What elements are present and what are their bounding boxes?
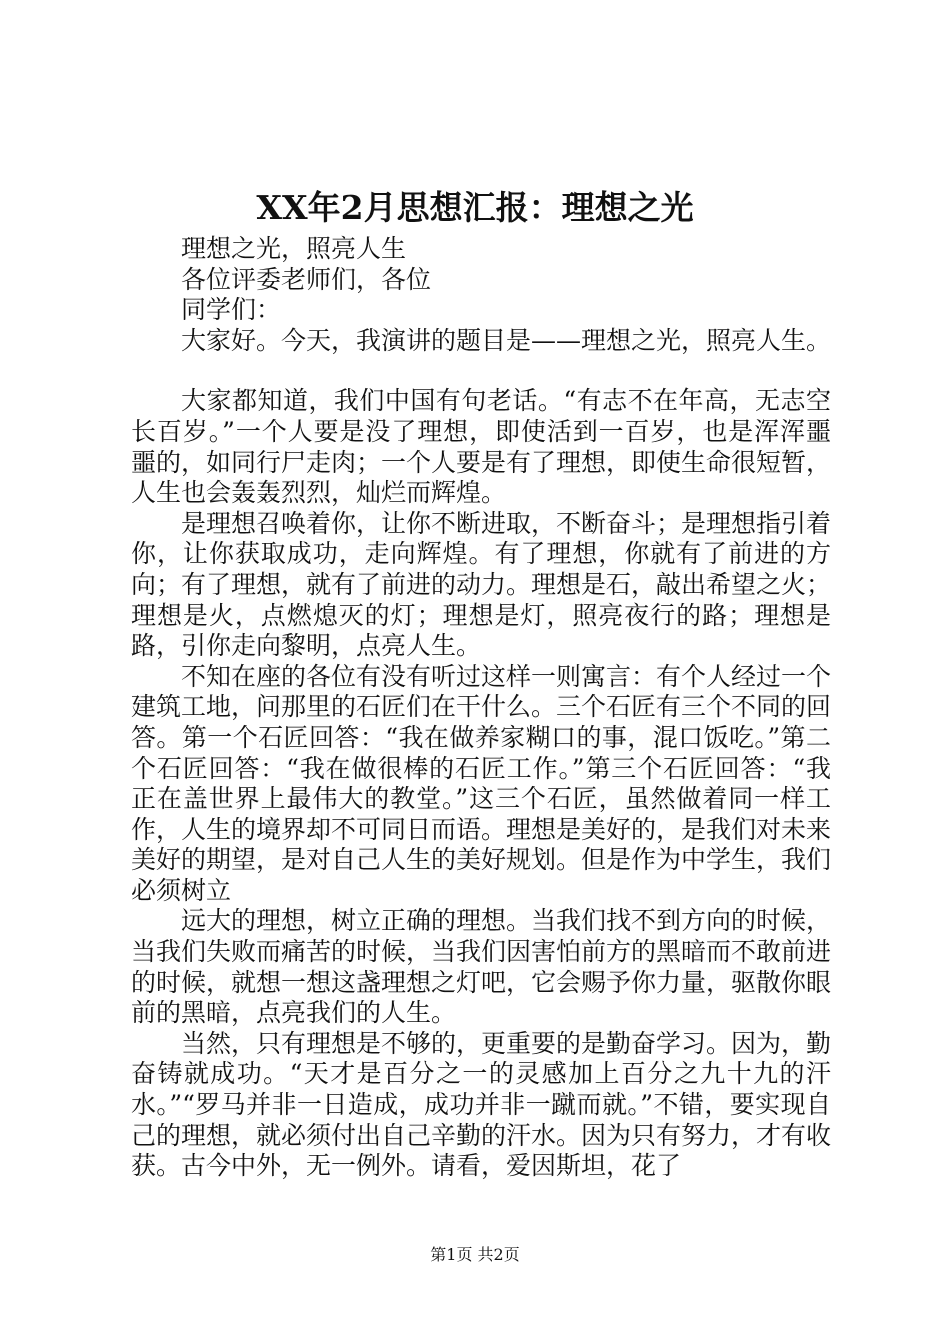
paragraph-salutation-2: 同学们：	[181, 295, 282, 325]
document-body	[131, 234, 831, 1182]
paragraph-subtitle: 理想之光，照亮人生	[181, 234, 407, 263]
page-footer: 第1页 共2页	[430, 1245, 520, 1264]
paragraph-greeting: 大家好。今天，我演讲的题目是——理想之光，照亮人生。	[181, 325, 832, 355]
paragraph: 是理想召唤着你，让你不断进取，不断奋斗；是理想指引着你，让你获取成功，走向辉煌。有了理想，你就有了前进的方向；有了理想，就有了前进的动力。理想是石，敲出希望之火；理想是火，点燃熄灭的灯；理想是灯，照亮夜行的路；理想是路，引你走向黎明，点亮人生。	[131, 508, 832, 661]
paragraph: 当然，只有理想是不够的，更重要的是勤奋学习。因为，勤奋铸就成功。“天才是百分之一的灵感加上百分之九十九的汗水。”“罗马并非一日造成，成功并非一蹴而就。”不错，要实现自己的理想，就必须付出自己辛勤的汗水。因为只有努力，才有收获。古今中外，无一例外。请看，爱因斯坦，花了	[131, 1028, 832, 1181]
paragraph-salutation-1: 各位评委老师们，各位	[181, 264, 432, 294]
paragraph: 大家都知道，我们中国有句老话。“有志不在年高，无志空长百岁。”一个人要是没了理想，即使活到一百岁，也是浑浑噩噩的，如同行尸走肉；一个人要是有了理想，即使生命很短暂，人生也会轰轰烈烈，灿烂而辉煌。	[131, 386, 832, 508]
paragraph: 不知在座的各位有没有听过这样一则寓言：有个人经过一个建筑工地，问那里的石匠们在干什么。三个石匠有三个不同的回答。第一个石匠回答：“我在做养家糊口的事，混口饭吃。”第二个石匠回答：“我在做很棒的石匠工作。”第三个石匠回答：“我正在盖世界上最伟大的教堂。”这三个石匠，虽然做着同一样工作，人生的境界却不可同日而语。理想是美好的，是我们对未来美好的期望，是对自己人生的美好规划。但是作为中学生，我们必须树立	[131, 661, 832, 905]
paragraph: 远大的理想，树立正确的理想。当我们找不到方向的时候，当我们失败而痛苦的时候，当我们因害怕前方的黑暗而不敢前进的时候，就想一想这盏理想之灯吧，它会赐予你力量，驱散你眼前的黑暗，点亮我们的人生。	[131, 906, 832, 1028]
document-title: XX年2月思想汇报：理想之光	[256, 188, 694, 227]
